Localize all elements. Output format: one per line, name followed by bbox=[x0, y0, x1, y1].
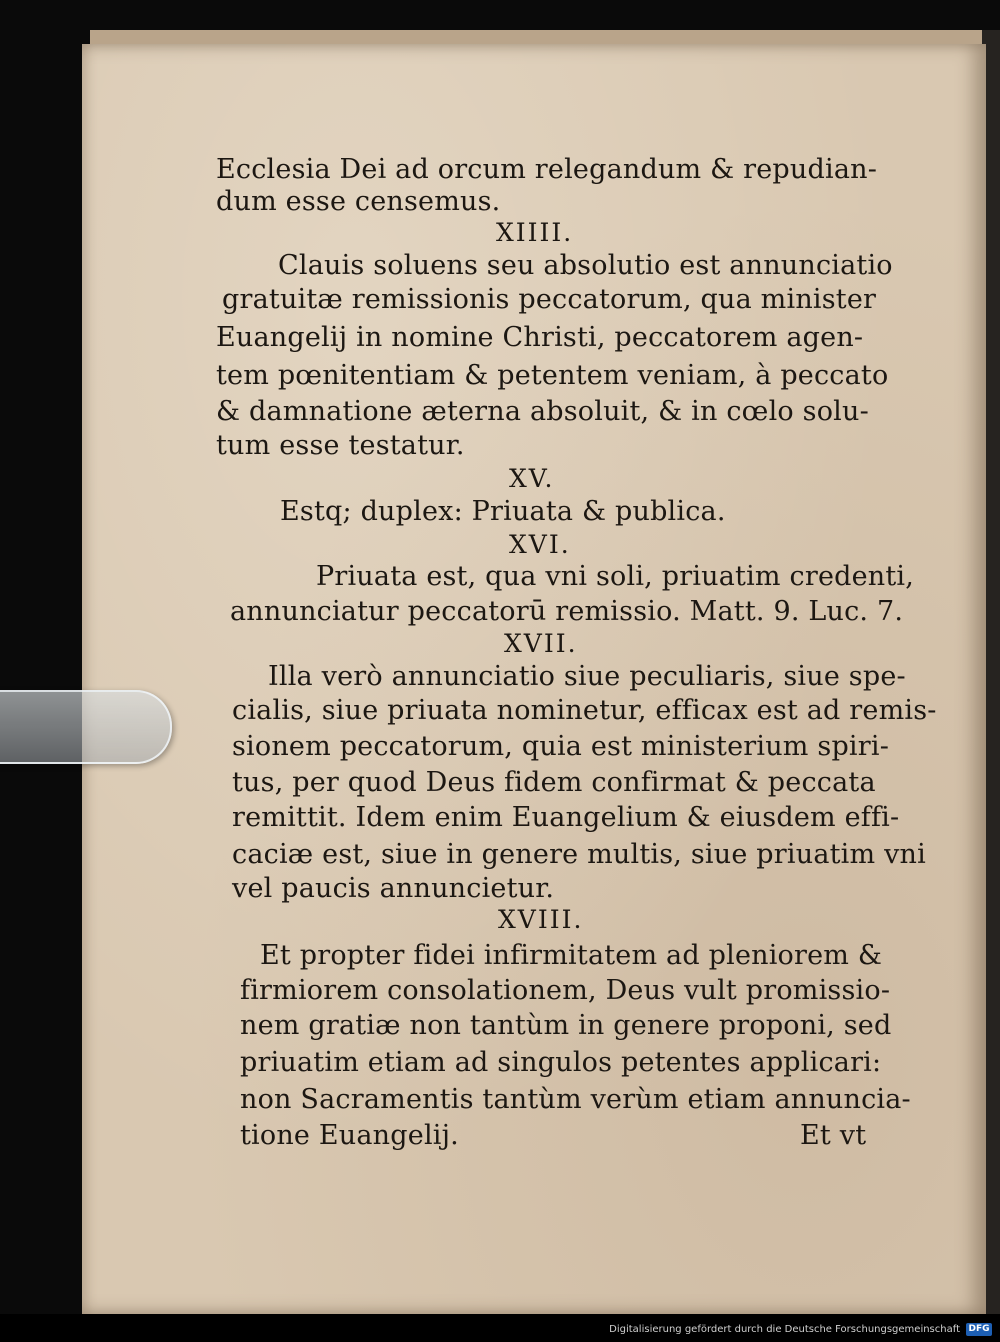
text-line: gratuitæ remissionis peccatorum, qua minister bbox=[222, 284, 877, 315]
text-line: Ecclesia Dei ad orcum relegandum & repudian- bbox=[216, 154, 878, 185]
text-line: tem pœnitentiam & petentem veniam, à peccato bbox=[216, 360, 889, 391]
section-number: XIIII. bbox=[496, 218, 574, 247]
text-line: Clauis soluens seu absolutio est annunciatio bbox=[278, 250, 893, 281]
footer-bar bbox=[0, 1314, 1000, 1342]
text-line: sionem peccatorum, quia est ministerium spiri- bbox=[232, 731, 890, 762]
text-line: nem gratiæ non tantùm in genere proponi, sed bbox=[240, 1010, 892, 1041]
text-line: priuatim etiam ad singulos petentes applicari: bbox=[240, 1047, 882, 1078]
footer-credit: Digitalisierung gefördert durch die Deutsche Forschungsgemeinschaft bbox=[609, 1324, 960, 1335]
section-number: XVII. bbox=[504, 629, 578, 658]
text-line: tum esse testatur. bbox=[216, 430, 465, 461]
text-line: Illa verò annunciatio siue peculiaris, siue spe- bbox=[268, 661, 906, 692]
text-line: tus, per quod Deus fidem confirmat & peccata bbox=[232, 767, 876, 798]
text-line: firmiorem consolationem, Deus vult promissio- bbox=[240, 975, 891, 1006]
text-line: remittit. Idem enim Euangelium & eiusdem effi- bbox=[232, 802, 900, 833]
text-line: Et propter fidei infirmitatem ad pleniorem & bbox=[260, 940, 883, 971]
text-line: vel paucis annuncietur. bbox=[232, 873, 555, 904]
text-line: Priuata est, qua vni soli, priuatim credenti, bbox=[316, 561, 915, 592]
section-number: XV. bbox=[509, 464, 555, 493]
text-line: tione Euangelij. bbox=[240, 1120, 459, 1151]
section-number: XVI. bbox=[509, 530, 571, 559]
catchword: Et vt bbox=[800, 1120, 867, 1151]
dfg-logo-icon: DFG bbox=[966, 1323, 992, 1336]
text-line: cialis, siue priuata nominetur, efficax est ad remis- bbox=[232, 695, 937, 726]
text-line: annunciatur peccatorū remissio. Matt. 9. Luc. 7. bbox=[230, 596, 904, 627]
text-line: caciæ est, siue in genere multis, siue priuatim vni bbox=[232, 839, 926, 870]
text-line: dum esse censemus. bbox=[216, 186, 501, 217]
text-line: Euangelij in nomine Christi, peccatorem agen- bbox=[216, 322, 864, 353]
text-line: non Sacramentis tantùm verùm etiam annuncia- bbox=[240, 1084, 911, 1115]
text-line: & damnatione æterna absoluit, & in cœlo solu- bbox=[216, 396, 869, 427]
text-line: Estq; duplex: Priuata & publica. bbox=[280, 496, 726, 527]
section-number: XVIII. bbox=[498, 905, 584, 934]
